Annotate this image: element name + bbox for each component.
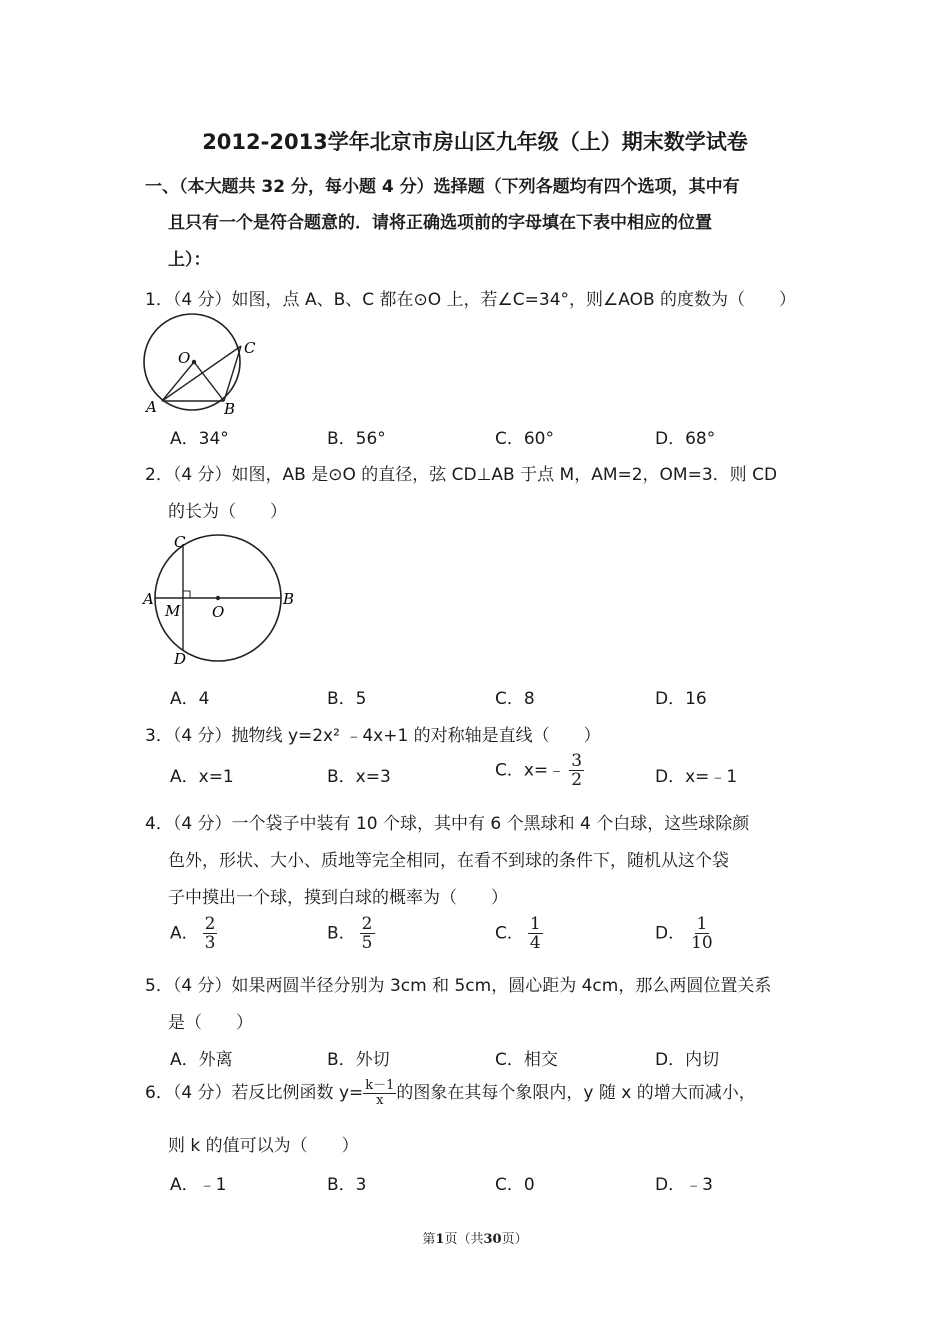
q4-option-c-label: C． [495, 923, 524, 944]
label-c: C [174, 533, 186, 551]
q4-option-a [170, 915, 217, 952]
question-4-line2: 色外，形状、大小、质地等完全相同，在看不到球的条件下，随机从这个袋 [168, 851, 729, 871]
q2-option-a: A．4 [170, 689, 210, 709]
section-instruction-line3: 上）： [168, 250, 211, 270]
section-instruction-line1: 一、（本大题共 32 分，每小题 4 分）选择题（下列各题均有四个选项，其中有 [145, 177, 740, 197]
question-6-line2: 则 k 的值可以为（ ） [168, 1136, 359, 1156]
q1-option-a: A．34° [170, 429, 229, 449]
q5-option-c: C．相交 [495, 1050, 558, 1070]
q4-option-b-fraction [360, 915, 375, 952]
question-4-line3: 子中摸出一个球，摸到白球的概率为（ ） [168, 888, 508, 908]
q4-option-b [327, 915, 375, 952]
q4-option-b-label: B． [327, 923, 356, 944]
right-angle-mark [183, 591, 190, 598]
fraction-numerator: k－1 [365, 1077, 395, 1093]
label-b: B [283, 590, 295, 608]
q4-option-c [495, 915, 543, 952]
center-point [192, 360, 196, 364]
label-m: M [165, 602, 181, 620]
question-6-line1 [145, 1078, 756, 1108]
question-6-suffix: 的图象在其每个象限内，y 随 x 的增大而减小， [396, 1083, 756, 1103]
q5-option-b: B．外切 [327, 1050, 390, 1070]
fraction-numerator: 3 [571, 751, 583, 771]
fraction-denominator: 2 [571, 770, 583, 790]
label-o: O [212, 603, 225, 621]
q3-option-c-label: C．x=﹣ [495, 760, 566, 781]
footer-page-number: 1 [435, 1232, 445, 1247]
q3-option-c [495, 752, 584, 789]
q3-option-b: B．x=3 [327, 767, 391, 787]
q4-option-a-label: A． [170, 923, 199, 944]
question-6-prefix: 6．（4 分）若反比例函数 y= [145, 1083, 364, 1103]
question-5-line2: 是（ ） [168, 1013, 253, 1033]
question-2-line2: 的长为（ ） [168, 502, 287, 522]
question-1-text: 1．（4 分）如图，点 A、B、C 都在⊙O 上，若∠C=34°，则∠AOB 的度数为（ ） [145, 290, 797, 310]
q6-option-b: B．3 [327, 1175, 367, 1195]
label-o: O [178, 349, 191, 367]
question-2-line1: 2．（4 分）如图，AB 是⊙O 的直径，弦 CD⊥AB 于点 M，AM=2，OM=3．则 CD [145, 465, 778, 485]
q6-option-c: C．0 [495, 1175, 535, 1195]
q1-option-d: D．68° [655, 429, 716, 449]
footer-pre: 第 [422, 1232, 436, 1247]
q4-option-d-fraction [689, 915, 715, 952]
fraction-denominator: 4 [529, 933, 541, 953]
label-a: A [143, 590, 154, 608]
footer-mid: 页（共 [444, 1232, 484, 1247]
fraction-numerator: 2 [204, 914, 216, 934]
section-instruction-line2: 且只有一个是符合题意的．请将正确选项前的字母填在下表中相应的位置 [168, 213, 712, 233]
label-d: D [174, 650, 187, 665]
page-title: 2012-2013学年北京市房山区九年级（上）期末数学试卷 [202, 130, 748, 154]
q3-option-c-fraction [569, 752, 584, 789]
q5-option-d: D．内切 [655, 1050, 720, 1070]
q1-option-c: C．60° [495, 429, 555, 449]
fraction-denominator: x [376, 1092, 384, 1108]
q2-option-d: D．16 [655, 689, 707, 709]
fraction-numerator: 1 [529, 914, 541, 934]
label-c: C [244, 339, 256, 357]
question-6-fraction [363, 1079, 396, 1108]
fraction-denominator: 10 [691, 933, 713, 953]
q1-option-b: B．56° [327, 429, 386, 449]
footer-total-pages: 30 [483, 1232, 502, 1247]
q5-option-a: A．外离 [170, 1050, 233, 1070]
question-1-figure [140, 312, 260, 418]
center-point [216, 596, 220, 600]
q6-option-d: D．﹣3 [655, 1175, 713, 1195]
fraction-denominator: 5 [361, 933, 373, 953]
q3-option-d: D．x=﹣1 [655, 767, 738, 787]
fraction-numerator: 2 [361, 914, 373, 934]
fraction-denominator: 3 [204, 933, 216, 953]
page-footer [0, 1228, 950, 1247]
q4-option-c-fraction [528, 915, 543, 952]
question-5-line1: 5．（4 分）如果两圆半径分别为 3cm 和 5cm，圆心距为 4cm，那么两圆位置关系 [145, 976, 772, 996]
question-3-text: 3．（4 分）抛物线 y=2x² ﹣4x+1 的对称轴是直线（ ） [145, 726, 601, 746]
q4-option-a-fraction [203, 915, 218, 952]
q2-option-b: B．5 [327, 689, 367, 709]
question-2-figure [140, 530, 300, 665]
question-4-line1: 4．（4 分）一个袋子中装有 10 个球，其中有 6 个黑球和 4 个白球，这些球除颜 [145, 814, 750, 834]
label-b: B [224, 400, 236, 418]
q2-option-c: C．8 [495, 689, 535, 709]
fraction-numerator: 1 [696, 914, 708, 934]
q4-option-d [655, 915, 715, 952]
q6-option-a: A．﹣1 [170, 1175, 227, 1195]
label-a: A [146, 398, 157, 416]
q3-option-a: A．x=1 [170, 767, 234, 787]
q4-option-d-label: D． [655, 923, 686, 944]
footer-post: 页） [501, 1232, 528, 1247]
